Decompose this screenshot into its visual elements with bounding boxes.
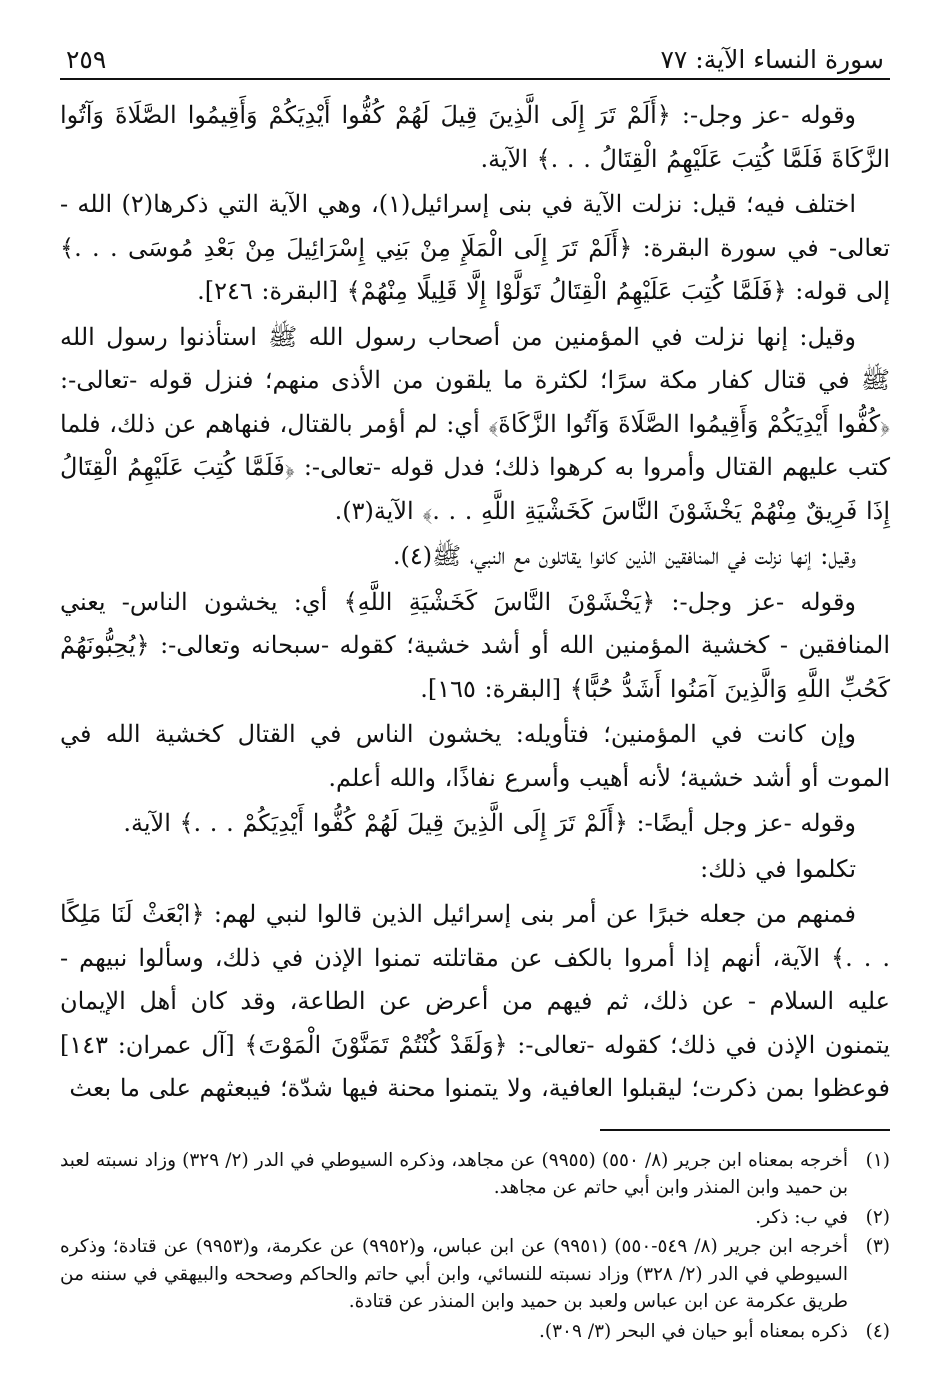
footnote-text: ذكره بمعناه أبو حيان في البحر (٣/ ٣٠٩). (539, 1320, 848, 1342)
footnote-item (60, 1318, 890, 1346)
footnote-number: (٣) (865, 1236, 890, 1257)
book-page (60, 28, 890, 1347)
footnote-divider (600, 1129, 890, 1131)
page-header (60, 28, 890, 80)
paragraph: وقيل: إنها نزلت في المنافقين الذين كانوا يقاتلون مع النبي، ﷺ(٤). (392, 542, 856, 570)
page-body (60, 80, 890, 1111)
footnote-number: (١) (865, 1149, 890, 1171)
paragraph: وقوله -عز وجل-: ﴿يَخْشَوْنَ النَّاسَ كَخَشْيَةِ اللَّهِ﴾ أي: يخشون الناس- يعني المنافقين - كخشية المؤمنين الله أو أشد خشية؛ كقوله -سبحانه وتعالى-: ﴿يُحِبُّونَهُمْ كَحُبِّ اللَّهِ وَالَّذِينَ آمَنُوا أَشَدُّ حُبًّا﴾ [البقرة: ١٦٥]. (60, 587, 890, 703)
paragraph: وإن كانت في المؤمنين؛ فتأويله: يخشون الناس في القتال كخشية الله في الموت أو أشد خشية؛ لأنه أهيب وأسرع نفاذًا، والله أعلم. (60, 720, 890, 792)
paragraph: وقوله -عز وجل أيضًا-: ﴿أَلَمْ تَرَ إِلَى الَّذِينَ قِيلَ لَهُمْ كُفُّوا أَيْدِيَكُمْ . . .﴾ الآية. (123, 809, 856, 837)
footnote-number: (٢) (865, 1206, 890, 1228)
paragraph: وقيل: إنها نزلت في المؤمنين من أصحاب رسول الله ﷺ استأذنوا رسول الله ﷺ في قتال كفار مكة سرًا؛ لكثرة ما يلقون من الأذى منهم؛ فنزل قوله -تعالى-: ﴿كُفُّوا أَيْدِيَكُمْ وَأَقِيمُوا الصَّلَاةَ وَآتُوا الزَّكَاةَ﴾ أي: لم أؤمر بالقتال، فنهاهم عن ذلك، فلما كتب عليهم القتال وأمروا به كرهوا ذلك؛ فدل قوله -تعالى-: ﴿فَلَمَّا كُتِبَ عَلَيْهِمُ الْقِتَالُ إِذَا فَرِيقٌ مِنْهُمْ يَخْشَوْنَ النَّاسَ كَخَشْيَةِ اللَّهِ . . .﴾ الآية(٣). (60, 322, 890, 525)
paragraph: تكلموا في ذلك: (700, 854, 856, 883)
paragraph: اختلف فيه؛ قيل: نزلت الآية في بنى إسرائيل(١)، وهي الآية التي ذكرها(٢) الله - تعالى- في سورة البقرة: ﴿أَلَمْ تَرَ إِلَى الْمَلَإِ مِنْ بَنِي إِسْرَائِيلَ مِنْ بَعْدِ مُوسَى . . .﴾ إلى قوله: ﴿فَلَمَّا كُتِبَ عَلَيْهِمُ الْقِتَالُ تَوَلَّوْا إِلَّا قَلِيلًا مِنْهُمْ﴾ [البقرة: ٢٤٦]. (60, 190, 890, 305)
footnote-text: أخرجه بمعناه ابن جرير (٨/ ٥٥٠) (٩٩٥٥) عن مجاهد، وذكره السيوطي في الدر (٢/ ٣٢٩) وزاد نسبته لعبد بن حميد وابن المنذر وابن أبي حاتم عن مجاهد. (60, 1149, 848, 1198)
footnote-text: أخرجه ابن جرير (٨/ ٥٤٩-٥٥٠) (٩٩٥١) عن ابن عباس، و(٩٩٥٢) عن عكرمة، و(٩٩٥٣) عن قتادة؛ وذكره السيوطي في الدر (٢/ ٣٢٨) وزاد نسبته للنسائي، وابن أبي حاتم والحاكم وصححه والبيهقي في سننه من طريق عكرمة عن ابن عباس ولعبد بن حميد وابن المنذر عن قتادة. (60, 1236, 848, 1312)
footnote-item (60, 1204, 890, 1232)
paragraph: وقوله -عز وجل-: ﴿أَلَمْ تَرَ إِلَى الَّذِينَ قِيلَ لَهُمْ كُفُّوا أَيْدِيَكُمْ وَأَقِيمُوا الصَّلَاةَ وَآتُوا الزَّكَاةَ فَلَمَّا كُتِبَ عَلَيْهِمُ الْقِتَالُ . . .﴾ الآية. (60, 101, 890, 173)
footnote-text: في ب: ذكر. (755, 1206, 848, 1228)
footnote-number: (٤) (865, 1320, 890, 1342)
paragraph: فمنهم من جعله خبرًا عن أمر بنى إسرائيل الذين قالوا لنبي لهم: ﴿ابْعَثْ لَنَا مَلِكًا . . .﴾ الآية، أنهم إذا أمروا بالكف عن مقاتلته تمنوا الإذن في ذلك، وسألوا نبيهم - عليه السلام - عن ذلك، ثم فيهم من أعرض عن الطاعة، وقد كان أهل الإيمان يتمنون الإذن في ذلك؛ كقوله -تعالى-: ﴿وَلَقَدْ كُنْتُمْ تَمَنَّوْنَ الْمَوْتَ﴾ [آل عمران: ١٤٣] فوعظوا بمن ذكرت؛ ليقبلوا العافية، ولا يتمنوا محنة فيها شدّة؛ فيبعثهم على ما بعث (60, 900, 890, 1102)
footnotes (60, 1147, 890, 1346)
footnote-item (60, 1147, 890, 1202)
surah-title: سورة النساء الآية: ٧٧ (660, 45, 884, 74)
page-number: ٢٥٩ (66, 45, 107, 74)
footnote-item (60, 1233, 890, 1316)
